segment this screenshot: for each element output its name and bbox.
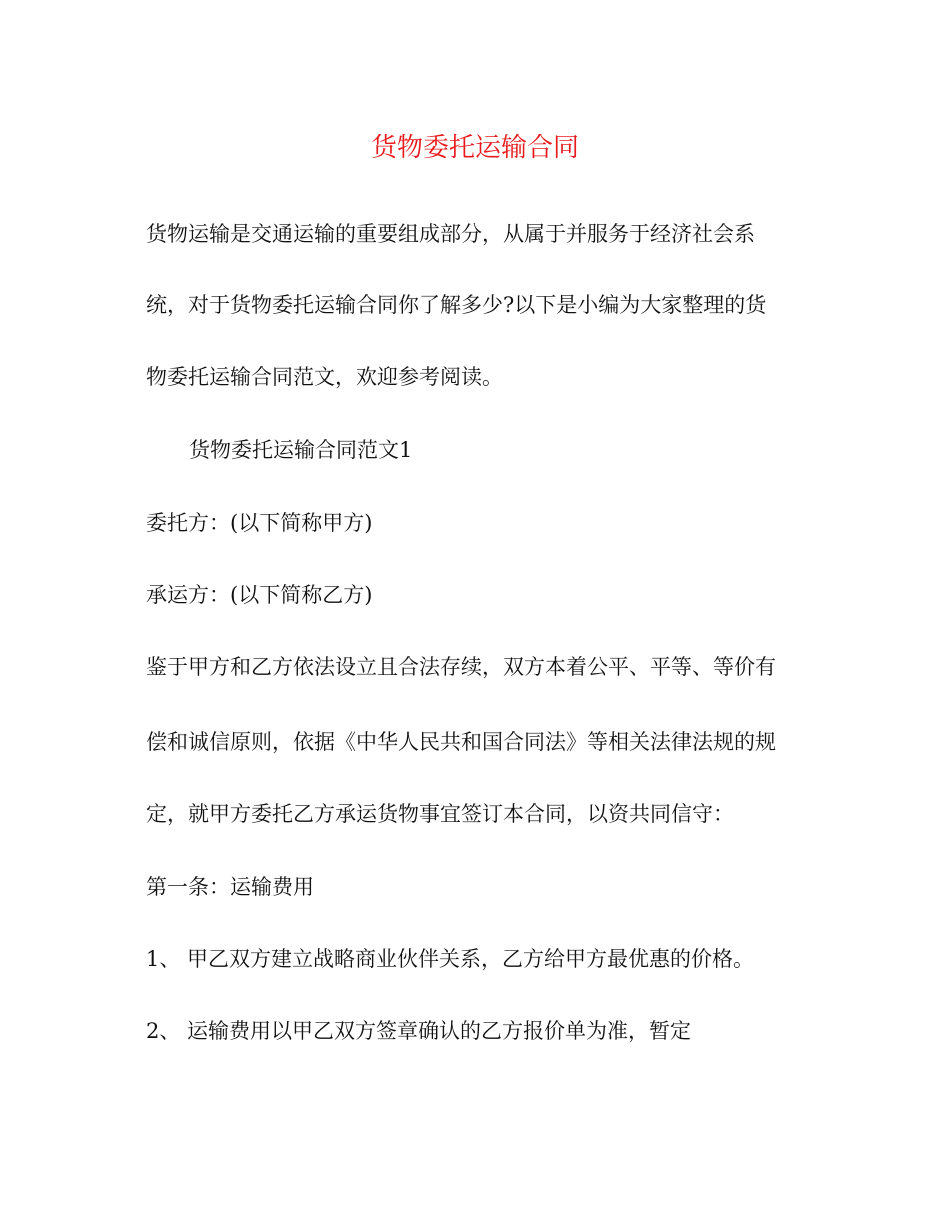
clause-1: 1、 甲乙双方建立战略商业伙伴关系，乙方给甲方最优惠的价格。 <box>146 947 755 971</box>
intro-line-1: 货物运输是交通运输的重要组成部分，从属于并服务于经济社会系 <box>146 222 755 246</box>
article-1-heading: 第一条：运输费用 <box>146 875 314 899</box>
intro-line-3: 物委托运输合同范文，欢迎参考阅读。 <box>146 365 503 389</box>
preamble-line-2: 偿和诚信原则，依据《中华人民共和国合同法》等相关法律法规的规 <box>146 730 776 754</box>
party-a-line: 委托方：(以下简称甲方) <box>146 511 373 535</box>
party-b-line: 承运方：(以下简称乙方) <box>146 583 373 607</box>
document-title: 货物委托运输合同 <box>370 133 579 163</box>
intro-line-2: 统，对于货物委托运输合同你了解多少?以下是小编为大家整理的货 <box>146 293 767 317</box>
section-heading: 货物委托运输合同范文1 <box>189 438 413 462</box>
preamble-line-1: 鉴于甲方和乙方依法设立且合法存续，双方本着公平、平等、等价有 <box>146 655 776 679</box>
preamble-line-3: 定，就甲方委托乙方承运货物事宜签订本合同，以资共同信守： <box>146 802 734 826</box>
clause-2: 2、 运输费用以甲乙双方签章确认的乙方报价单为准，暂定 <box>146 1019 692 1043</box>
